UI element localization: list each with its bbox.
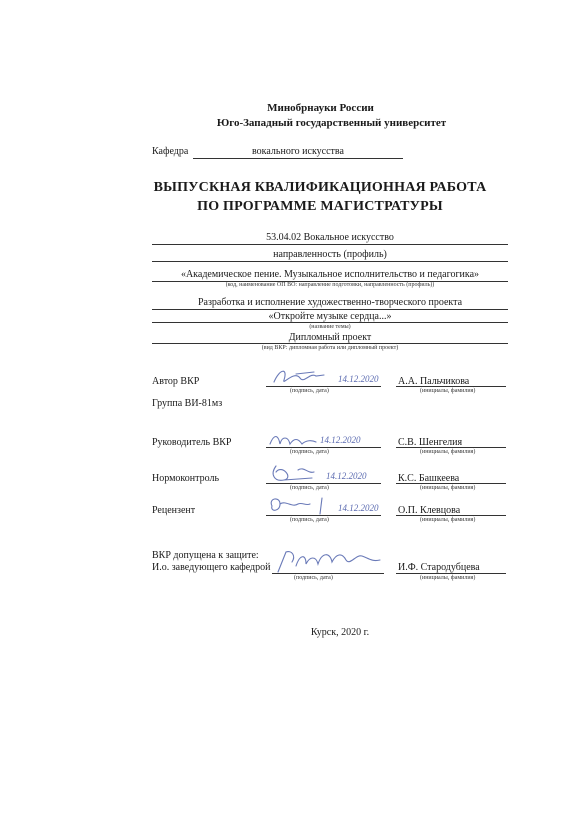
department-label: Кафедра [152,146,189,157]
topic-line1: Разработка и исполнение художественно-творческого проекта [197,297,463,308]
topic-caption: (название темы) [309,324,351,330]
reviewer-name: О.П. Клевцова [398,505,461,516]
supervisor-sign-date: 14.12.2020 [320,435,361,445]
university-name: Юго-Западный государственный университет [216,117,447,129]
supervisor-name-caption: (инициалы, фамилия) [420,449,476,455]
admission-signature-mark [276,546,396,576]
supervisor-sign-caption: (подпись, дата) [290,449,329,455]
author-name-caption: (инициалы, фамилия) [420,388,476,394]
admission-name-caption: (инициалы, фамилия) [420,575,476,581]
work-type-caption: (вид ВКР: дипломная работа или дипломный проект) [261,345,399,351]
author-label: Автор ВКР [152,376,200,387]
topic-line2: «Откройте музыке сердца...» [268,311,392,322]
author-name: А.А. Пальчикова [398,376,470,387]
normcontrol-label: Нормоконтроль [152,473,220,484]
normcontrol-sign-date: 14.12.2020 [326,471,367,481]
specialty-code: 53.04.02 Вокальное искусство [266,232,394,243]
specialty-label: направленность (профиль) [273,249,387,260]
department-underline [193,158,403,159]
specialty-profile: «Академическое пение. Музыкальное исполнительство и педагогика» [180,269,480,280]
work-type-value: Дипломный проект [288,332,372,343]
topic-line1-underline [152,309,508,310]
ministry-name: Минобрнауки России [267,102,374,114]
supervisor-label: Руководитель ВКР [152,437,232,448]
profile-caption: (код, наименование ОП ВО: направление подготовки, направленность (профиль)) [225,282,435,288]
admission-line1: ВКР допущена к защите: [152,550,259,561]
work-title-line2: ПО ПРОГРАММЕ МАГИСТРАТУРЫ [197,199,443,214]
specialty-underline [152,244,508,245]
normcontrol-name: К.С. Башкеева [398,473,460,484]
admission-line2: И.о. заведующего кафедрой [152,562,271,573]
author-group: Группа ВИ-81мз [152,398,223,409]
normcontrol-name-caption: (инициалы, фамилия) [420,485,476,491]
reviewer-name-caption: (инициалы, фамилия) [420,517,476,523]
author-sign-caption: (подпись, дата) [290,388,329,394]
admission-sign-caption: (подпись, дата) [294,575,333,581]
department-value: вокального искусства [252,146,344,157]
place-year: Курск, 2020 г. [310,627,370,638]
normcontrol-sign-caption: (подпись, дата) [290,485,329,491]
admission-name: И.Ф. Стародубцева [398,562,480,573]
work-type-underline [152,343,508,344]
profile-label-underline [152,261,508,262]
reviewer-sign-caption: (подпись, дата) [290,517,329,523]
reviewer-label: Рецензент [152,505,196,516]
admission-name-line [396,573,506,574]
author-sign-date: 14.12.2020 [338,374,379,384]
topic-line2-underline [152,322,508,323]
supervisor-name: С.В. Шенгелия [398,437,463,448]
reviewer-sign-date: 14.12.2020 [338,503,379,513]
work-title-line1: ВЫПУСКНАЯ КВАЛИФИКАЦИОННАЯ РАБОТА [153,180,487,195]
